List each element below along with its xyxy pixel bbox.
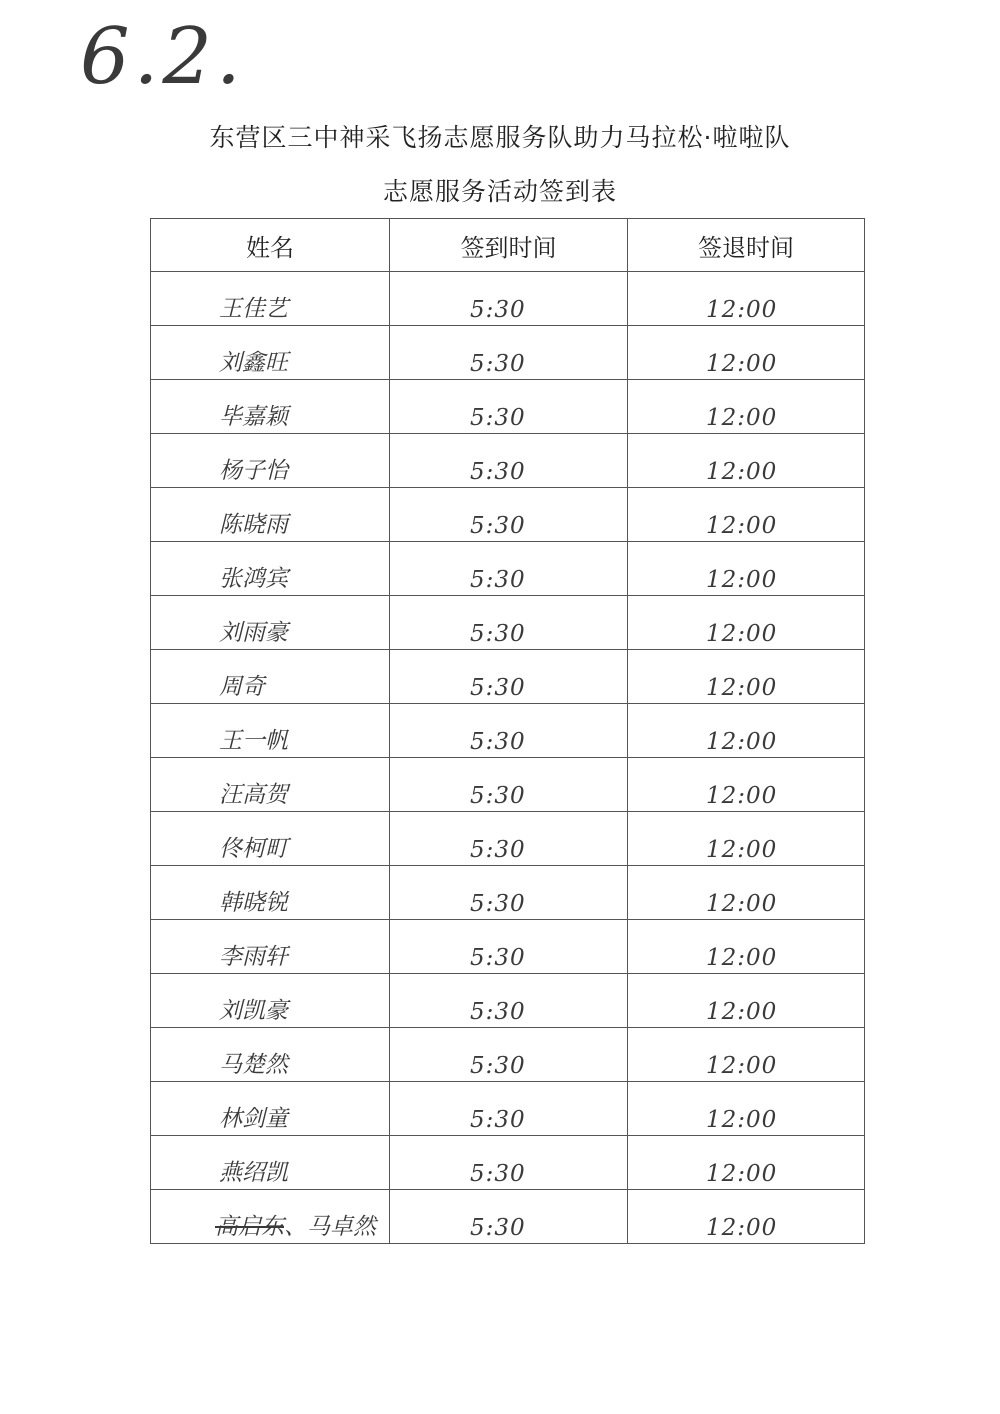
table-row — [151, 542, 865, 596]
document-subtitle: 志愿服务活动签到表 — [382, 177, 617, 206]
sign-out-time: 12:00 — [706, 621, 778, 647]
sign-out-cell — [628, 812, 865, 866]
name-text: 燕绍凯 — [219, 1160, 288, 1186]
name-cell — [151, 758, 390, 812]
name-cell — [151, 1082, 390, 1136]
name-text: 陈晓雨 — [219, 512, 288, 538]
sign-in-cell — [390, 596, 628, 650]
name-text: 韩晓锐 — [219, 890, 288, 916]
sign-out-cell — [628, 758, 865, 812]
name-cell — [151, 326, 390, 380]
sign-in-time: 5:30 — [470, 513, 526, 539]
table-row — [151, 704, 865, 758]
name-cell — [151, 974, 390, 1028]
table-row — [151, 1136, 865, 1190]
sign-in-cell — [390, 434, 628, 488]
name-cell — [151, 1190, 390, 1244]
sign-out-cell — [628, 974, 865, 1028]
sign-in-time: 5:30 — [470, 459, 526, 485]
sign-out-time: 12:00 — [706, 891, 778, 917]
sign-in-time: 5:30 — [470, 621, 526, 647]
name-cell — [151, 542, 390, 596]
sign-out-time: 12:00 — [706, 837, 778, 863]
sign-out-time: 12:00 — [706, 999, 778, 1025]
name-cell — [151, 1136, 390, 1190]
sign-out-time: 12:00 — [706, 675, 778, 701]
name-text: 刘雨豪 — [219, 620, 288, 646]
sign-out-cell — [628, 1136, 865, 1190]
sign-out-cell — [628, 1028, 865, 1082]
sign-out-time: 12:00 — [706, 1161, 778, 1187]
sign-out-time: 12:00 — [706, 405, 778, 431]
sign-in-cell — [390, 272, 628, 326]
name-text: 马楚然 — [219, 1052, 288, 1078]
sign-in-cell — [390, 920, 628, 974]
sign-out-cell — [628, 1190, 865, 1244]
sign-out-time: 12:00 — [706, 1053, 778, 1079]
column-header-sign-in: 签到时间 — [390, 219, 628, 272]
name-cell — [151, 650, 390, 704]
name-text: 高启东、马卓然 — [215, 1214, 376, 1240]
name-cell — [151, 434, 390, 488]
handwritten-date: 6.2. — [80, 12, 245, 102]
sign-in-time: 5:30 — [470, 675, 526, 701]
sign-in-cell — [390, 1028, 628, 1082]
name-text: 李雨轩 — [219, 944, 288, 970]
sign-out-cell — [628, 704, 865, 758]
name-cell — [151, 704, 390, 758]
column-header-sign-out: 签退时间 — [628, 219, 865, 272]
name-text: 汪高贺 — [219, 782, 288, 808]
table-row — [151, 272, 865, 326]
name-cell — [151, 866, 390, 920]
sign-in-time: 5:30 — [470, 783, 526, 809]
table-row — [151, 380, 865, 434]
column-header-name: 姓名 — [151, 219, 390, 272]
table-row — [151, 974, 865, 1028]
name-text: 刘鑫旺 — [219, 350, 288, 376]
sign-in-cell — [390, 1136, 628, 1190]
name-text: 周奇 — [219, 674, 265, 700]
sign-in-cell — [390, 1190, 628, 1244]
sign-in-cell — [390, 542, 628, 596]
name-cell — [151, 488, 390, 542]
name-text: 林剑童 — [219, 1106, 288, 1132]
sign-out-time: 12:00 — [706, 513, 778, 539]
sign-in-cell — [390, 1082, 628, 1136]
sign-out-cell — [628, 866, 865, 920]
name-cell — [151, 272, 390, 326]
sign-in-cell — [390, 812, 628, 866]
sign-out-cell — [628, 434, 865, 488]
sign-in-time: 5:30 — [470, 405, 526, 431]
table-row — [151, 1082, 865, 1136]
sign-in-time: 5:30 — [470, 351, 526, 377]
table-row — [151, 1190, 865, 1244]
sign-out-time: 12:00 — [706, 459, 778, 485]
name-text: 毕嘉颖 — [219, 404, 288, 430]
sign-in-cell — [390, 758, 628, 812]
sign-out-cell — [628, 650, 865, 704]
sign-in-time: 5:30 — [470, 1161, 526, 1187]
sign-out-cell — [628, 920, 865, 974]
sign-out-time: 12:00 — [706, 783, 778, 809]
name-cell — [151, 596, 390, 650]
sign-in-time: 5:30 — [470, 891, 526, 917]
sign-in-time: 5:30 — [470, 567, 526, 593]
sign-in-cell — [390, 326, 628, 380]
sign-in-cell — [390, 380, 628, 434]
name-text: 佟柯町 — [219, 836, 288, 862]
sign-out-time: 12:00 — [706, 945, 778, 971]
name-cell — [151, 380, 390, 434]
sign-in-time: 5:30 — [470, 729, 526, 755]
table-row — [151, 1028, 865, 1082]
sign-out-cell — [628, 488, 865, 542]
sign-out-cell — [628, 1082, 865, 1136]
sign-in-time: 5:30 — [470, 297, 526, 323]
sign-in-time: 5:30 — [470, 999, 526, 1025]
sign-in-cell — [390, 488, 628, 542]
signin-table — [150, 218, 865, 1244]
table-row — [151, 920, 865, 974]
name-text: 刘凯豪 — [219, 998, 288, 1024]
sign-in-cell — [390, 974, 628, 1028]
table-row — [151, 758, 865, 812]
sign-out-time: 12:00 — [706, 1215, 778, 1241]
name-cell — [151, 1028, 390, 1082]
table-row — [151, 326, 865, 380]
document-title: 东营区三中神采飞扬志愿服务队助力马拉松·啦啦队 — [209, 123, 791, 152]
sign-out-cell — [628, 596, 865, 650]
sign-in-time: 5:30 — [470, 945, 526, 971]
sign-out-time: 12:00 — [706, 297, 778, 323]
sign-in-time: 5:30 — [470, 1107, 526, 1133]
table-row — [151, 866, 865, 920]
sign-out-time: 12:00 — [706, 1107, 778, 1133]
name-cell — [151, 812, 390, 866]
table-row — [151, 812, 865, 866]
table-row — [151, 434, 865, 488]
replacement-name: 马卓然 — [307, 1214, 376, 1240]
name-text: 王佳艺 — [219, 296, 288, 322]
sign-out-time: 12:00 — [706, 351, 778, 377]
sign-in-cell — [390, 704, 628, 758]
sign-in-time: 5:30 — [470, 837, 526, 863]
name-text: 王一帆 — [219, 728, 288, 754]
name-text: 张鸿宾 — [219, 566, 288, 592]
sign-out-cell — [628, 542, 865, 596]
sign-out-cell — [628, 272, 865, 326]
table-row — [151, 488, 865, 542]
sign-out-cell — [628, 326, 865, 380]
table-row — [151, 650, 865, 704]
crossed-out-name: 高启东 — [215, 1214, 284, 1240]
sign-out-time: 12:00 — [706, 729, 778, 755]
sign-out-time: 12:00 — [706, 567, 778, 593]
table-header-row — [151, 219, 865, 272]
sign-in-cell — [390, 650, 628, 704]
sign-in-time: 5:30 — [470, 1215, 526, 1241]
table-row — [151, 596, 865, 650]
name-text: 杨子怡 — [219, 458, 288, 484]
sign-in-time: 5:30 — [470, 1053, 526, 1079]
sign-in-cell — [390, 866, 628, 920]
name-cell — [151, 920, 390, 974]
sign-out-cell — [628, 380, 865, 434]
